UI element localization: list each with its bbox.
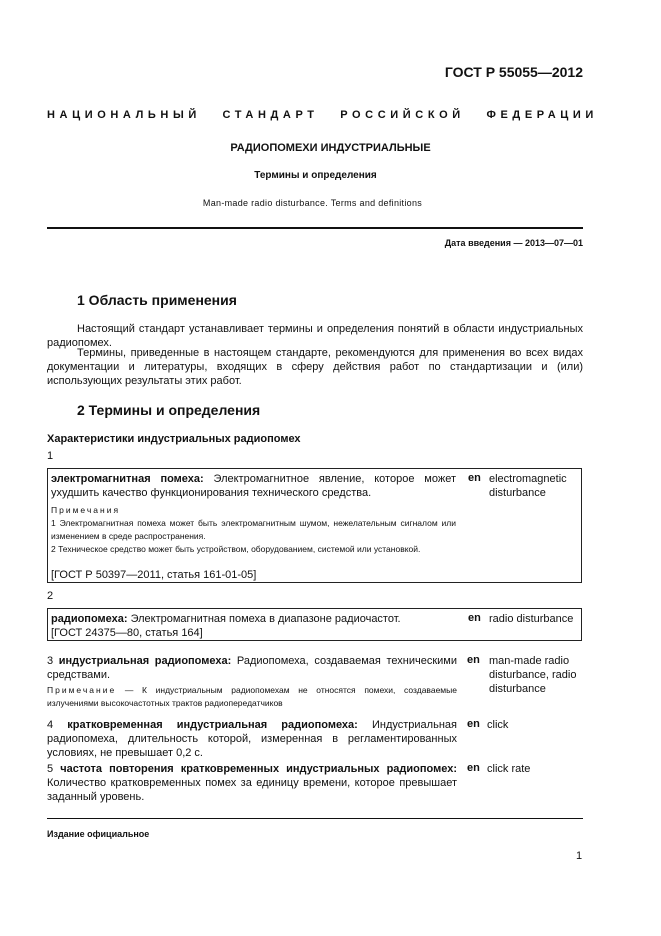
- english-term: click: [487, 719, 509, 731]
- banner: НАЦИОНАЛЬНЫЙ СТАНДАРТ РОССИЙСКОЙ ФЕДЕРАЦИИ: [47, 109, 598, 121]
- paragraph: Настоящий стандарт устанавливает термины и определения понятий в области индустриальных радиопомех.: [47, 323, 583, 349]
- lang-code: en: [468, 472, 481, 484]
- section-1-heading: 1 Область применения: [77, 292, 237, 308]
- term-number: 2: [47, 590, 54, 602]
- doc-title: РАДИОПОМЕХИ ИНДУСТРИАЛЬНЫЕ: [230, 142, 431, 154]
- lang-code: en: [467, 654, 480, 666]
- english-term: man-made radio disturbance, radio disturbance: [489, 655, 577, 695]
- term-box-1: [47, 468, 582, 583]
- effective-date: Дата введения — 2013—07—01: [444, 238, 583, 248]
- term-4: 4 кратковременная индустриальная радиопомеха: Индустриальная радиопомеха, длительность которой, измеренная в регламентированных условиях, не превышает 0,2 с.: [47, 719, 457, 759]
- note: 2 Техническое средство может быть устройством, оборудованием, системой или установкой.: [51, 544, 421, 554]
- edition-label: Издание официальное: [47, 829, 150, 839]
- english-term: click rate: [487, 763, 531, 775]
- standard-code: ГОСТ Р 55055—2012: [444, 64, 583, 80]
- divider: [47, 227, 583, 229]
- page-number: 1: [576, 850, 583, 862]
- reference: [ГОСТ Р 50397—2011, статья 161-01-05]: [51, 569, 257, 581]
- lang-code: en: [468, 612, 481, 624]
- subsection-heading: Характеристики индустриальных радиопомех: [47, 433, 301, 445]
- doc-title-en: Man-made radio disturbance. Terms and definitions: [202, 198, 423, 208]
- divider: [47, 818, 583, 819]
- term-5: 5 частота повторения кратковременных индустриальных радиопомех: Количество кратковременных помех за единицу времени, которое превышает заданный уровень.: [47, 763, 457, 803]
- lang-code: en: [467, 718, 480, 730]
- english-term: electromagnetic disturbance: [489, 473, 567, 499]
- english-term: radio disturbance: [489, 613, 574, 625]
- note: Примечание — К индустриальным радиопомехам не относятся помехи, создаваемые излучениями высокочастотных трактов радиопередатчиков: [47, 685, 457, 708]
- notes-title: Примечания: [51, 505, 121, 515]
- term-box-2: радиопомеха: Электромагнитная помеха в диапазоне радиочастот. [ГОСТ 24375—80, статья 164] en radio disturbance: [47, 608, 582, 641]
- reference: [ГОСТ 24375—80, статья 164]: [51, 627, 203, 639]
- term-number: 1: [47, 450, 54, 462]
- paragraph: Термины, приведенные в настоящем стандарте, рекомендуются для применения во всех видах документации и литературы, входящих в сферу действия работ по стандартизации и (или) использующих результаты этих работ.: [47, 347, 583, 387]
- section-2-heading: 2 Термины и определения: [77, 402, 261, 418]
- note: 1 Электромагнитная помеха может быть электромагнитным шумом, нежелательным сигналом или изменением в среде распространения.: [51, 518, 456, 541]
- term-3: 3 индустриальная радиопомеха: Радиопомеха, создаваемая техническими средствами.: [47, 655, 458, 681]
- doc-subtitle: Термины и определения: [254, 170, 377, 181]
- term-definition: электромагнитная помеха: Электромагнитное явление, которое может ухудшить качество функционирования технического средства.: [51, 473, 456, 499]
- lang-code: en: [467, 762, 480, 774]
